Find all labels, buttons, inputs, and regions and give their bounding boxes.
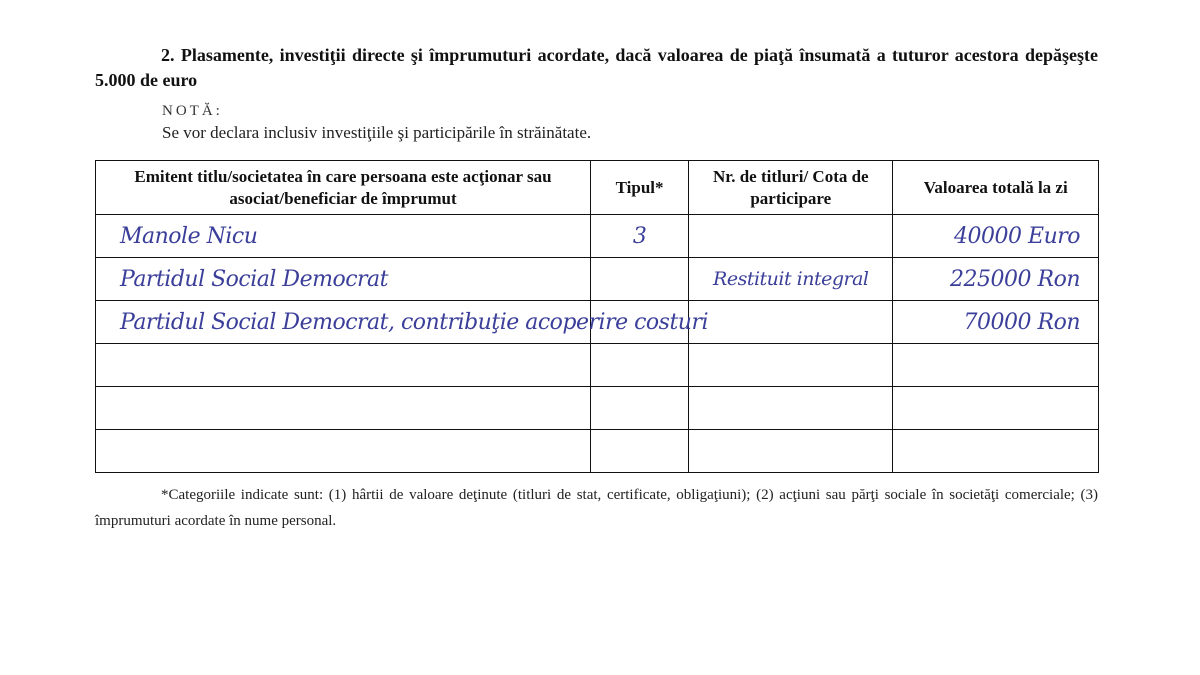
investments-table: [95, 160, 1099, 473]
cell-nr-titluri: Restituit integral: [689, 258, 893, 301]
nota-text: Se vor declara inclusiv investiţiile şi participările în străinătate.: [162, 123, 592, 142]
header-tipul: Tipul*: [591, 161, 689, 215]
table-header-row: [96, 161, 1099, 215]
cell-nr-titluri: [689, 301, 893, 344]
cell-emitent: [96, 344, 591, 387]
table-row: [96, 430, 1099, 473]
table-row: [96, 344, 1099, 387]
header-emitent: Emitent titlu/societatea în care persoana este acţionar sau asociat/beneficiar de împrumut: [96, 161, 591, 215]
cell-emitent: [96, 430, 591, 473]
cell-emitent: Partidul Social Democrat, contribuţie acoperire costuri: [96, 301, 591, 344]
nota-label: NOTĂ:: [162, 103, 223, 119]
cell-tipul: [591, 387, 689, 430]
header-nr-titluri: Nr. de titluri/ Cota de participare: [689, 161, 893, 215]
table-row: [96, 215, 1099, 258]
table-row: [96, 301, 1099, 344]
cell-nr-titluri: [689, 344, 893, 387]
cell-valoarea: 225000 Ron: [893, 258, 1099, 301]
cell-tipul: [591, 430, 689, 473]
cell-valoarea: [893, 387, 1099, 430]
table-row: [96, 258, 1099, 301]
cell-nr-titluri: [689, 430, 893, 473]
cell-emitent: [96, 387, 591, 430]
table-row: [96, 387, 1099, 430]
cell-nr-titluri: [689, 215, 893, 258]
footnote: [95, 482, 1098, 534]
header-valoarea: Valoarea totală la zi: [893, 161, 1099, 215]
cell-tipul: [591, 344, 689, 387]
cell-emitent: Partidul Social Democrat: [96, 258, 591, 301]
cell-tipul: [591, 258, 689, 301]
cell-valoarea: [893, 430, 1099, 473]
cell-nr-titluri: [689, 387, 893, 430]
section-title: [95, 43, 1098, 93]
footnote-text: *Categoriile indicate sunt: (1) hârtii de valoare deţinute (titluri de stat, certificate, obligaţiuni); (2) acţiuni sau părţi sociale în societăţi comerciale; (3) împrumuturi acordate în nume personal.: [95, 487, 1098, 529]
cell-valoarea: 70000 Ron: [893, 301, 1099, 344]
section-title-text: 2. Plasamente, investiţii directe şi împrumuturi acordate, dacă valoarea de piaţă însumată a tuturor acestora depăşeşte 5.000 de euro: [95, 45, 1098, 90]
cell-emitent: Manole Nicu: [96, 215, 591, 258]
cell-tipul: 3: [591, 215, 689, 258]
cell-valoarea: [893, 344, 1099, 387]
cell-valoarea: 40000 Euro: [893, 215, 1099, 258]
